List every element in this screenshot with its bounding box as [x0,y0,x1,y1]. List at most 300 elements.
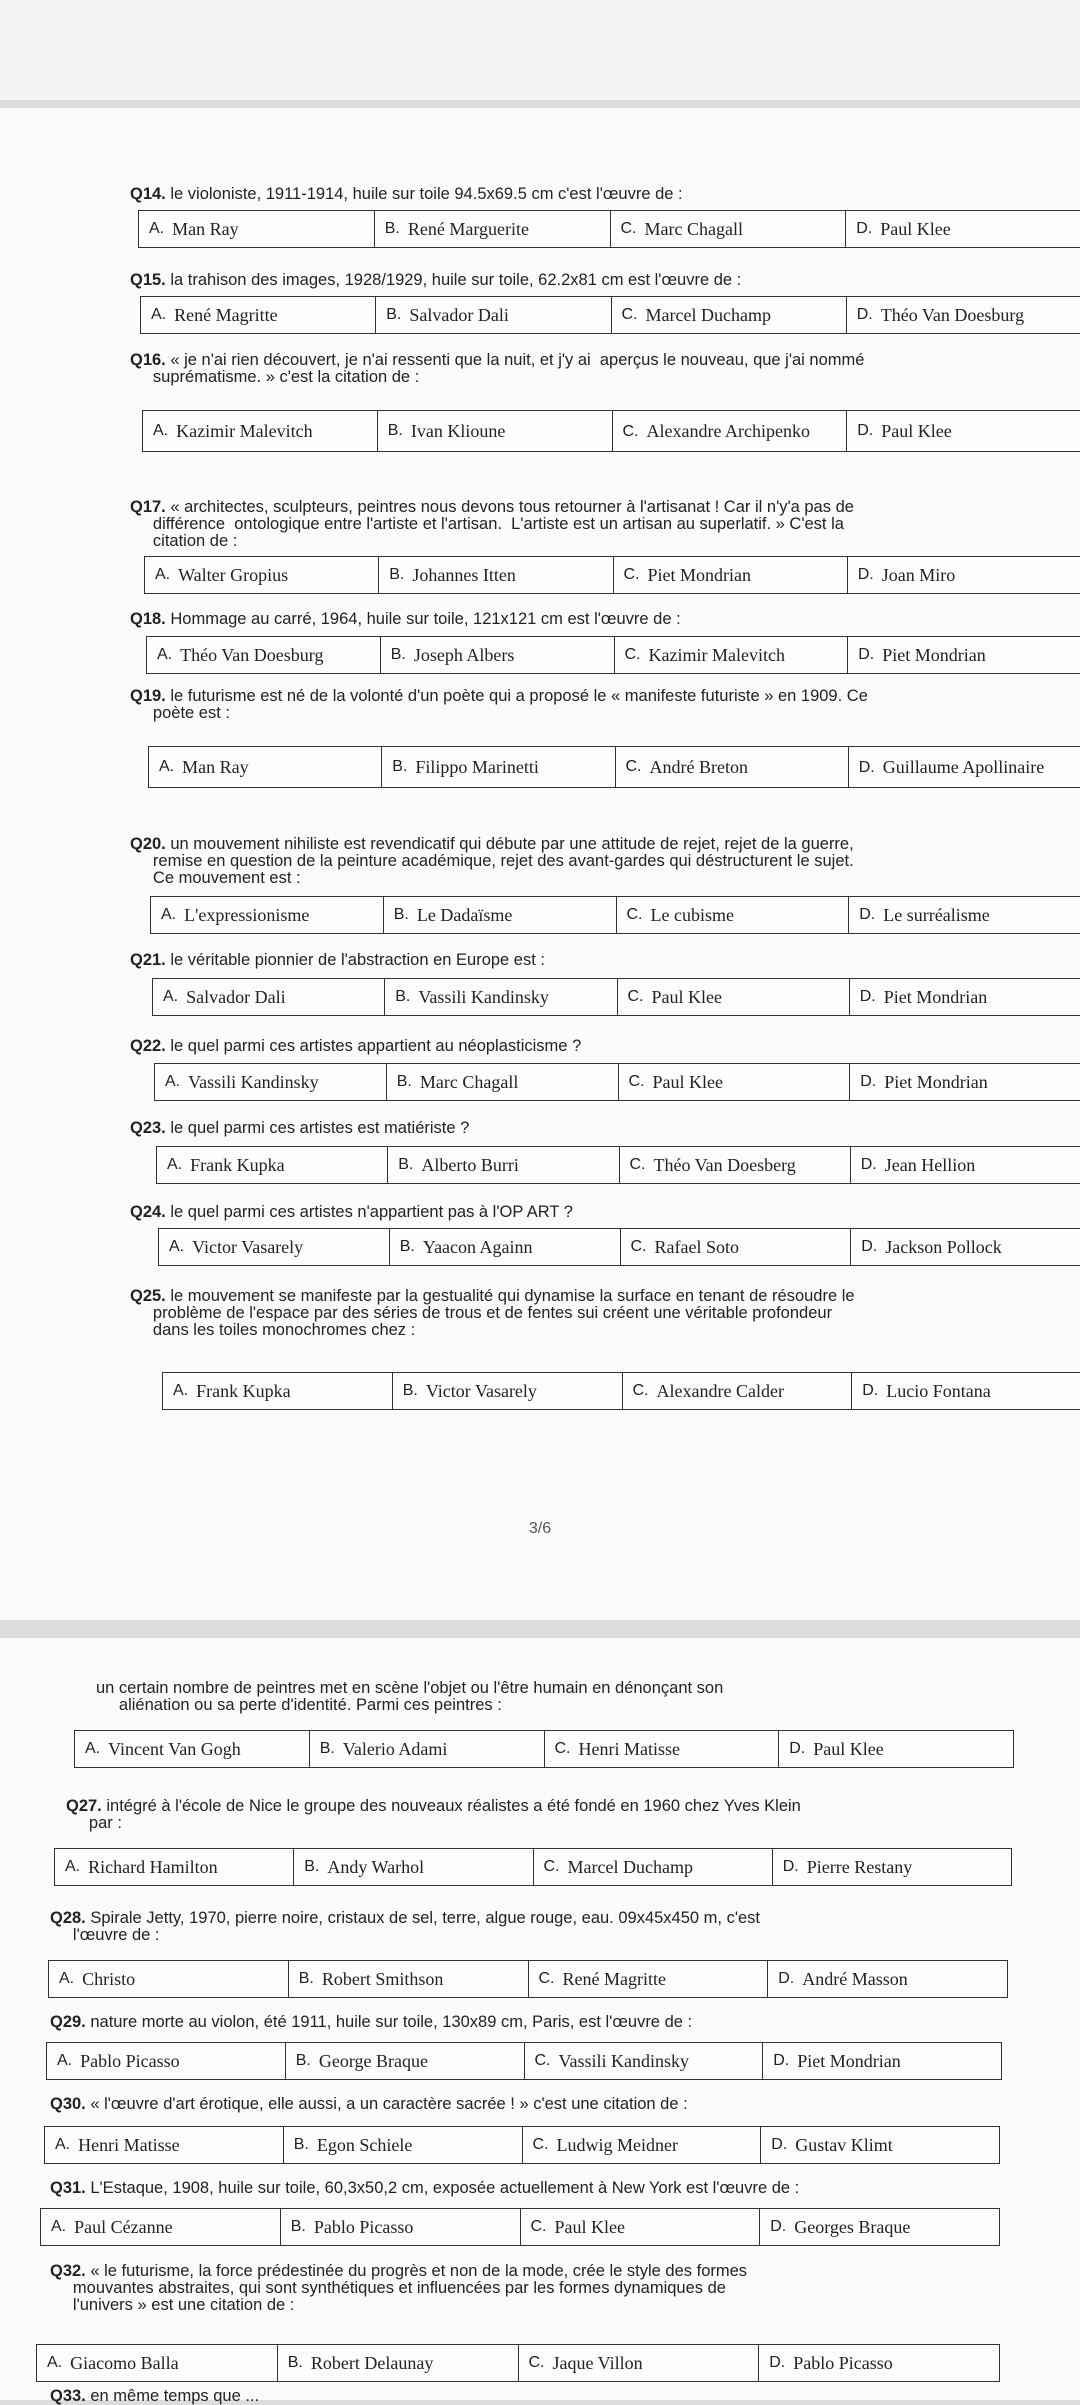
option-letter: D. [856,220,873,237]
question-prompt: Hommage au carré, 1964, huile sur toile, 121x121 cm est l'œuvre de : [170,610,681,628]
answer-option[interactable] [309,1731,544,1767]
answer-option[interactable] [760,2127,999,2163]
option-label: Filippo Marinetti [415,756,539,777]
option-letter: A. [65,1858,81,1875]
option-letter: C. [632,1382,649,1399]
question-prompt: le véritable pionnier de l'abstraction en Europe est : [170,951,545,969]
option-letter: D. [770,2218,787,2235]
option-letter: C. [623,566,640,583]
answer-option[interactable] [147,637,380,673]
question-prompt: « l'œuvre d'art érotique, elle aussi, a un caractère sacrée ! » c'est une citation de : [90,2095,688,2113]
option-letter: D. [778,1970,795,1987]
answer-option[interactable] [847,637,1080,673]
answer-option[interactable] [616,897,849,933]
option-label: Paul Cézanne [74,2216,173,2237]
question-number: Q15. [130,271,171,289]
answer-option[interactable] [848,897,1080,933]
option-letter: C. [622,422,639,440]
option-letter: D. [860,1073,877,1090]
question-prompt: L'Estaque, 1908, huile sur toile, 60,3x50,2 cm, exposée actuellement à New York est l'œuvre de : [90,2179,800,2197]
option-letter: A. [59,1970,75,1987]
option-label: Richard Hamilton [88,1856,218,1877]
question-prompt: le quel parmi ces artistes n'appartient pas à l'OP ART ? [170,1203,573,1221]
question-number: Q25. [130,1287,171,1305]
answer-option[interactable] [143,411,377,451]
question-number: Q17. [130,498,171,516]
question-text [130,611,681,628]
question-text [130,1120,469,1137]
answer-option[interactable] [617,979,849,1015]
option-letter: C. [628,1073,645,1090]
option-label: Robert Delaunay [310,2352,434,2373]
option-label: Marcel Duchamp [567,1856,693,1877]
answer-option[interactable] [767,1961,1007,1997]
question-number: Q19. [130,687,171,705]
answer-option[interactable] [149,747,381,787]
option-label: Kazimir Malevitch [176,420,313,441]
answer-option[interactable] [524,2043,763,2079]
option-letter: B. [287,2354,303,2371]
answer-option[interactable] [139,211,374,247]
option-letter: C. [538,1970,555,1987]
option-label: Paul Klee [880,218,951,239]
option-letter: B. [319,1740,335,1757]
answer-option[interactable] [380,637,614,673]
option-letter: D. [769,2354,786,2371]
option-letter: A. [159,758,175,775]
option-label: Ludwig Meidner [556,2134,678,2155]
answer-options-row [36,2344,1000,2382]
option-letter: B. [389,566,405,583]
question-prompt: le quel parmi ces artistes est matiériste ? [170,1119,470,1137]
option-label: Jean Hellion [884,1154,976,1175]
option-letter: B. [402,1382,418,1399]
option-label: René Magritte [174,304,278,325]
option-letter: D. [857,422,874,439]
option-letter: B. [387,422,403,439]
option-letter: D. [861,1238,878,1255]
answer-option[interactable] [518,2345,759,2381]
option-label: Pablo Picasso [793,2352,893,2373]
option-label: Alberto Burri [421,1154,519,1175]
option-label: Théo Van Doesburg [180,644,324,665]
answer-option[interactable] [620,1229,851,1265]
answer-option[interactable] [384,979,616,1015]
question-number: Q31. [50,2179,91,2197]
answer-option[interactable] [544,1731,779,1767]
answer-option[interactable] [847,557,1080,593]
answer-options-row [48,1960,1008,1998]
answer-option[interactable] [618,1064,850,1100]
option-label: Salvador Dali [409,304,509,325]
option-label: Victor Vasarely [425,1380,537,1401]
option-letter: C. [630,1238,647,1255]
option-letter: A. [173,1382,189,1399]
option-letter: C. [624,646,641,663]
option-label: René Marguerite [407,218,529,239]
option-label: Man Ray [182,756,249,777]
answer-option[interactable] [612,411,847,451]
answer-option[interactable] [614,637,848,673]
answer-option[interactable] [615,747,848,787]
question-text [50,2263,747,2314]
option-letter: A. [165,1073,181,1090]
question-prompt: le violoniste, 1911-1914, huile sur toile 94.5x69.5 cm c'est l'œuvre de : [170,185,683,203]
answer-options-row [148,746,1080,788]
option-letter: C. [621,306,638,323]
answer-option[interactable] [374,211,610,247]
question-prompt: intégré à l'école de Nice le groupe des nouveaux réalistes a été fondé en 1960 chez Yves Klein par : [88,1797,801,1832]
option-letter: A. [169,1238,185,1255]
option-letter: C. [620,220,637,237]
option-label: Marc Chagall [419,1071,519,1092]
option-label: Giacomo Balla [70,2352,179,2373]
option-letter: B. [399,1238,415,1255]
option-label: Andy Warhol [327,1856,425,1877]
answer-option[interactable] [41,2209,280,2245]
option-letter: B. [390,646,406,663]
question-prompt: « le futurisme, la force prédestinée du progrès et non de la mode, crée le style des formes mouvantes abstraites, qui sont synthétiques et influencées par les formes dynamiques de l'univers » est une citation de : [72,2262,748,2314]
option-letter: A. [51,2218,67,2235]
question-number: Q29. [50,2013,91,2031]
answer-option[interactable] [387,1147,618,1183]
option-letter: A. [47,2354,63,2371]
option-letter: A. [57,2052,73,2069]
option-label: Victor Vasarely [192,1236,304,1257]
option-letter: D. [859,988,876,1005]
option-label: Kazimir Malevitch [648,644,785,665]
question-text [50,2180,799,2197]
answer-option[interactable] [850,1229,1080,1265]
question-number: Q27. [66,1797,107,1815]
answer-option[interactable] [520,2209,760,2245]
question-prompt: « je n'ai rien découvert, je n'ai ressenti que la nuit, et j'y ai aperçus le nouveau, que j'ai nommé suprématisme. » c'est la citation de : [152,351,865,386]
question-text [130,186,683,203]
answer-option[interactable] [37,2345,277,2381]
question-prompt: nature morte au violon, été 1911, huile sur toile, 130x89 cm, Paris, est l'œuvre de : [90,2013,693,2031]
option-label: Georges Braque [794,2216,911,2237]
option-label: Johannes Itten [412,564,516,585]
question-number: Q14. [130,185,171,203]
option-label: Guillaume Apollinaire [882,756,1045,777]
option-letter: B. [396,1073,412,1090]
option-letter: D. [856,306,873,323]
answer-option[interactable] [285,2043,524,2079]
answer-options-row [154,1063,1080,1101]
answer-option[interactable] [293,1849,532,1885]
answer-option[interactable] [389,1229,620,1265]
option-letter: C. [554,1740,571,1757]
answer-options-row [46,2042,1002,2080]
option-label: Alexandre Archipenko [646,420,810,441]
option-letter: D. [771,2136,788,2153]
question-text [50,2388,259,2405]
question-prompt: le quel parmi ces artistes appartient au néoplasticisme ? [170,1037,582,1055]
answer-option[interactable] [851,1373,1080,1409]
option-letter: D. [860,1156,877,1173]
option-letter: C. [534,2052,551,2069]
answer-option[interactable] [611,297,846,333]
option-label: Joseph Albers [413,644,515,665]
answer-options-row [156,1146,1080,1184]
answer-option[interactable] [383,897,616,933]
option-letter: A. [151,306,167,323]
option-label: André Breton [649,756,748,777]
answer-option[interactable] [283,2127,522,2163]
option-letter: B. [290,2218,306,2235]
question-text [50,2096,688,2113]
answer-option[interactable] [610,211,846,247]
option-letter: A. [149,220,165,237]
answer-option[interactable] [145,557,378,593]
answer-option[interactable] [141,297,375,333]
option-letter: D. [858,646,875,663]
question-text [130,836,854,887]
option-label: Henri Matisse [578,1738,680,1759]
answer-option[interactable] [845,211,1080,247]
option-letter: A. [85,1740,101,1757]
answer-option[interactable] [280,2209,520,2245]
option-letter: B. [392,758,408,775]
option-letter: C. [629,1156,646,1173]
option-letter: D. [862,1382,879,1399]
option-label: Piet Mondrian [797,2050,901,2071]
answer-option[interactable] [47,2043,285,2079]
question-number: Q30. [50,2095,91,2113]
option-letter: A. [161,906,177,923]
option-label: Yaacon Againn [422,1236,533,1257]
question-prompt: la trahison des images, 1928/1929, huile sur toile, 62.2x81 cm est l'œuvre de : [170,271,742,289]
option-label: Pablo Picasso [80,2050,180,2071]
option-letter: B. [395,988,411,1005]
question-prompt: le futurisme est né de la volonté d'un poète qui a proposé le « manifeste futuriste » en 1909. Ce poète est : [152,687,868,722]
answer-option[interactable] [163,1373,392,1409]
question-number: Q21. [130,951,171,969]
option-letter: B. [298,1970,314,1987]
option-letter: B. [295,2052,311,2069]
question-number: Q20. [130,835,171,853]
option-letter: D. [789,1740,806,1757]
option-label: L'expressionisme [184,904,310,925]
answer-option[interactable] [849,1064,1080,1100]
answer-options-row [146,636,1080,674]
option-label: Piet Mondrian [882,644,986,665]
option-label: Le Dadaïsme [416,904,513,925]
answer-options-row [140,296,1080,334]
option-label: Frank Kupka [196,1380,291,1401]
question-text [130,272,741,289]
option-letter: B. [398,1156,414,1173]
answer-option[interactable] [381,747,614,787]
question-prompt: un certain nombre de peintres met en scène l'objet ou l'être humain en dénonçant son aliénation ou sa perte d'identité. Parmi ces peintres : [96,1679,724,1714]
option-label: Vassili Kandinsky [188,1071,319,1092]
option-letter: D. [782,1858,799,1875]
question-text [66,1798,801,1832]
option-letter: D. [858,758,875,776]
option-letter: A. [157,646,173,663]
answer-option[interactable] [375,297,610,333]
option-label: George Braque [318,2050,428,2071]
question-text [50,1910,760,1944]
option-label: Pierre Restany [806,1856,913,1877]
option-label: Le cubisme [650,904,734,925]
answer-options-row [152,978,1080,1016]
option-letter: B. [384,220,400,237]
answer-option[interactable] [762,2043,1001,2079]
answer-option[interactable] [288,1961,528,1997]
option-label: Henri Matisse [78,2134,180,2155]
answer-option[interactable] [778,1731,1013,1767]
option-label: Paul Klee [881,420,952,441]
answer-option[interactable] [55,1849,293,1885]
answer-option[interactable] [622,1373,852,1409]
answer-option[interactable] [377,411,612,451]
option-label: Valerio Adami [342,1738,448,1759]
option-label: Vassili Kandinsky [418,986,549,1007]
option-label: Frank Kupka [190,1154,285,1175]
question-prompt: en même temps que ... [90,2387,260,2405]
question-number: Q16. [130,351,171,369]
answer-options-row [144,556,1080,594]
answer-option[interactable] [528,1961,768,1997]
question-text [130,499,854,550]
option-letter: C. [528,2354,545,2371]
answer-option[interactable] [277,2345,518,2381]
question-text [130,1288,855,1339]
option-label: Ivan Klioune [410,420,506,441]
answer-option[interactable] [850,1147,1080,1183]
question-number: Q18. [130,610,171,628]
option-label: Piet Mondrian [883,986,988,1007]
option-label: Christo [82,1968,136,1989]
option-label: Jackson Pollock [885,1236,1002,1257]
option-letter: D. [773,2052,790,2069]
option-label: Le surréalisme [883,904,990,925]
option-letter: C. [625,758,642,775]
option-letter: A. [167,1156,183,1173]
option-letter: B. [304,1858,320,1875]
answer-option[interactable] [848,747,1080,787]
answer-option[interactable] [49,1961,288,1997]
viewer-top-bar [0,0,1080,100]
answer-option[interactable] [613,557,847,593]
answer-option[interactable] [155,1064,386,1100]
answer-option[interactable] [157,1147,387,1183]
question-number: Q28. [50,1909,91,1927]
option-letter: B. [386,306,402,323]
option-label: Piet Mondrian [647,564,751,585]
answer-option[interactable] [759,2209,999,2245]
option-label: Marc Chagall [644,218,743,239]
answer-option[interactable] [153,979,384,1015]
page-number: 3/6 [528,1520,552,1537]
answer-options-row [142,410,1080,452]
option-label: Walter Gropius [178,564,289,585]
answer-options-row [54,1848,1012,1886]
question-text [50,2014,692,2031]
answer-option[interactable] [159,1229,389,1265]
question-text [130,352,864,386]
option-label: Man Ray [172,218,239,239]
answer-options-row [162,1372,1080,1410]
option-label: Pablo Picasso [313,2216,414,2237]
option-label: Paul Klee [813,1738,884,1759]
option-letter: C. [532,2136,549,2153]
option-letter: C. [530,2218,547,2235]
answer-option[interactable] [846,411,1080,451]
option-label: Rafael Soto [654,1236,739,1257]
question-text [130,952,545,969]
option-letter: D. [857,566,874,583]
option-label: Vincent Van Gogh [108,1738,241,1759]
answer-option[interactable] [75,1731,309,1767]
question-prompt: Spirale Jetty, 1970, pierre noire, cristaux de sel, terre, algue rouge, eau. 09x45x450 m, c'est l'œuvre de : [72,1909,760,1944]
answer-option[interactable] [849,979,1080,1015]
option-letter: B. [393,906,409,923]
option-label: Vassili Kandinsky [558,2050,689,2071]
answer-options-row [44,2126,1000,2164]
answer-option[interactable] [533,1849,772,1885]
question-number: Q33. [50,2387,91,2405]
option-letter: C. [543,1858,560,1875]
question-number: Q23. [130,1119,171,1137]
question-prompt: « architectes, sculpteurs, peintres nous devons tous retourner à l'artisanat ! Car il n'y'a pas de différence ontologique entre l'artiste et l'artisan. L'artiste est un artisan au superlatif. » C'est la citation de : [152,498,854,550]
option-label: Egon Schiele [316,2134,413,2155]
option-letter: D. [859,906,876,923]
question-prompt: un mouvement nihiliste est revendicatif qui débute par une attitude de rejet, rejet de la guerre, remise en question de la peinture académique, rejet des avant-gardes qui déstructurent le sujet. Ce mouvement est : [152,835,854,887]
document-page-4 [0,1638,1080,2405]
option-letter: C. [626,906,643,923]
question-text [96,1680,723,1714]
option-label: Lucio Fontana [886,1380,991,1401]
answer-option[interactable] [151,897,383,933]
option-label: René Magritte [562,1968,666,1989]
question-number: Q32. [50,2262,91,2280]
question-number: Q24. [130,1203,171,1221]
option-label: Paul Klee [652,1071,723,1092]
option-label: Salvador Dali [186,986,286,1007]
document-page-3 [0,108,1080,1620]
answer-option[interactable] [772,1849,1011,1885]
option-label: Alexandre Calder [656,1380,784,1401]
answer-option[interactable] [386,1064,618,1100]
option-label: Gustav Klimt [795,2134,893,2155]
option-letter: C. [627,988,644,1005]
answer-options-row [150,896,1080,934]
option-label: Théo Van Doesburg [880,304,1025,325]
question-text [130,1204,573,1221]
answer-option[interactable] [45,2127,283,2163]
answer-option[interactable] [392,1373,622,1409]
option-label: André Masson [802,1968,908,1989]
option-letter: A. [163,988,179,1005]
answer-option[interactable] [758,2345,999,2381]
answer-option[interactable] [846,297,1080,333]
question-text [130,1038,581,1055]
answer-options-row [74,1730,1014,1768]
option-label: Jaque Villon [552,2352,643,2373]
answer-option[interactable] [522,2127,761,2163]
option-letter: A. [153,422,169,439]
answer-options-row [138,210,1080,248]
question-prompt: le mouvement se manifeste par la gestualité qui dynamise la surface en tenant de résoudre le problème de l'espace par des séries de trous et de fentes sui créent une véritable profondeur dans les toiles monochromes chez : [152,1287,855,1339]
option-label: Paul Klee [554,2216,625,2237]
answer-option[interactable] [378,557,612,593]
question-number: Q22. [130,1037,171,1055]
option-letter: A. [155,566,171,583]
option-letter: B. [293,2136,309,2153]
answer-option[interactable] [619,1147,850,1183]
